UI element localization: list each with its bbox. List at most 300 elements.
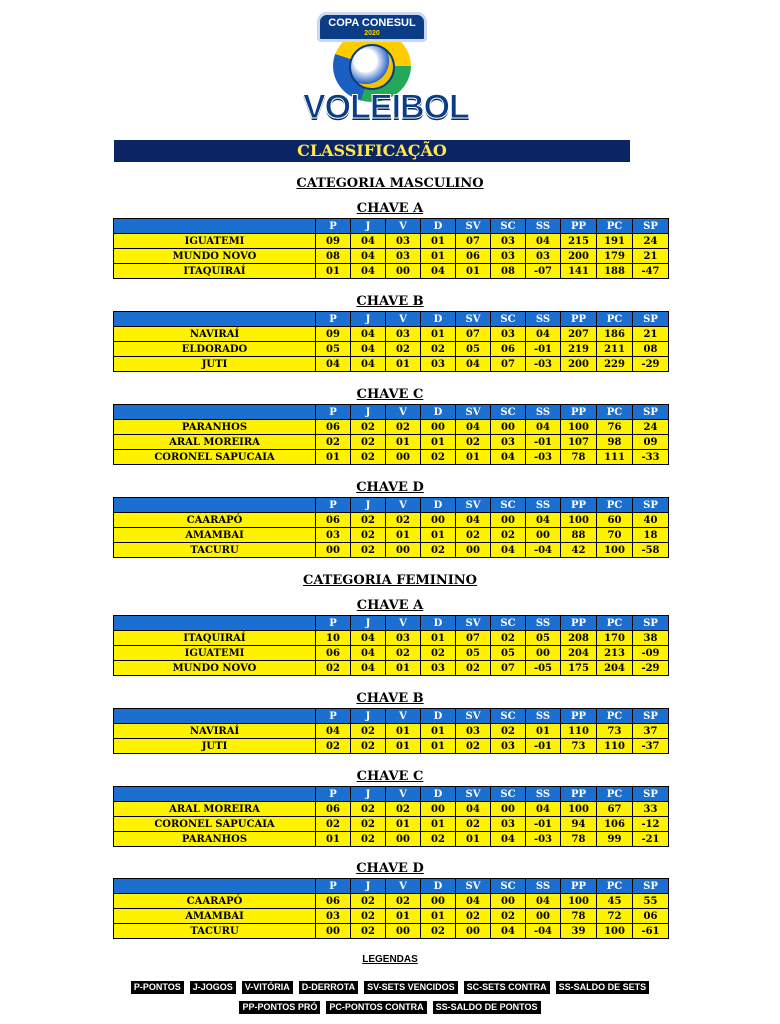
header-cell-d: D [421,709,456,724]
team-name-cell: AMAMBAI [114,528,316,543]
stat-cell-v: 01 [386,661,421,676]
stat-cell-p: 00 [316,924,351,939]
stat-cell-sc: 04 [491,543,526,558]
stat-cell-v: 01 [386,435,421,450]
stat-cell-pc: 100 [597,924,633,939]
stat-cell-p: 01 [316,264,351,279]
stat-cell-pp: 107 [561,435,597,450]
stat-cell-pc: 170 [597,631,633,646]
stat-cell-v: 02 [386,342,421,357]
stat-cell-sv: 01 [456,264,491,279]
table-row [114,450,669,465]
stat-cell-pc: 73 [597,724,633,739]
header-cell-v: V [386,709,421,724]
header-cell-pc: PC [597,219,633,234]
stat-cell-d: 00 [421,420,456,435]
stat-cell-d: 02 [421,646,456,661]
stat-cell-d: 01 [421,249,456,264]
table-header-row [114,405,669,420]
stat-cell-sc: 03 [491,739,526,754]
team-name-cell: NAVIRAÍ [114,327,316,342]
group-title: CHAVE C [356,387,424,402]
stat-cell-j: 04 [351,357,386,372]
header-cell-pp: PP [561,879,597,894]
stat-cell-v: 03 [386,631,421,646]
header-cell-team [114,709,316,724]
header-cell-j: J [351,312,386,327]
logo-banner [317,12,427,42]
stat-cell-j: 04 [351,646,386,661]
header-cell-v: V [386,616,421,631]
table-header-row [114,616,669,631]
standings-table [113,311,669,372]
stat-cell-j: 04 [351,249,386,264]
standings-table [113,878,669,939]
stat-cell-sc: 02 [491,724,526,739]
stat-cell-v: 02 [386,802,421,817]
header-cell-p: P [316,879,351,894]
stat-cell-pc: 100 [597,543,633,558]
team-name-cell: PARANHOS [114,832,316,847]
stat-cell-d: 01 [421,739,456,754]
stat-cell-sc: 08 [491,264,526,279]
team-name-cell: CAARAPÓ [114,894,316,909]
stat-cell-p: 08 [316,249,351,264]
stat-cell-pc: 188 [597,264,633,279]
stat-cell-v: 01 [386,739,421,754]
legend-item: P-PONTOS [131,981,184,994]
team-name-cell: TACURU [114,543,316,558]
stat-cell-pp: 207 [561,327,597,342]
stat-cell-sc: 04 [491,924,526,939]
stat-cell-p: 02 [316,661,351,676]
stat-cell-j: 02 [351,528,386,543]
stat-cell-sp: 21 [633,249,669,264]
legend-title: LEGENDAS [362,954,418,965]
stat-cell-v: 00 [386,264,421,279]
stat-cell-sc: 03 [491,249,526,264]
stat-cell-j: 04 [351,327,386,342]
group-title: CHAVE C [356,769,424,784]
stat-cell-p: 06 [316,513,351,528]
stat-cell-sv: 03 [456,724,491,739]
header-cell-team [114,405,316,420]
table-row [114,249,669,264]
stat-cell-pc: 110 [597,739,633,754]
header-cell-sc: SC [491,616,526,631]
team-name-cell: CORONEL SAPUCAIA [114,450,316,465]
stat-cell-d: 02 [421,832,456,847]
stat-cell-pp: 110 [561,724,597,739]
copa-conesul-logo [303,8,469,130]
stat-cell-sp: -58 [633,543,669,558]
stat-cell-sp: 33 [633,802,669,817]
header-cell-sv: SV [456,405,491,420]
stat-cell-pp: 78 [561,909,597,924]
table-header-row [114,312,669,327]
stat-cell-sv: 02 [456,739,491,754]
stat-cell-ss: -07 [526,264,561,279]
category-title-masculino: CATEGORIA MASCULINO [296,176,484,191]
header-cell-p: P [316,219,351,234]
stat-cell-ss: 01 [526,724,561,739]
stat-cell-sv: 02 [456,817,491,832]
stat-cell-p: 06 [316,894,351,909]
header-cell-j: J [351,219,386,234]
stat-cell-pp: 208 [561,631,597,646]
stat-cell-pc: 179 [597,249,633,264]
header-cell-sc: SC [491,709,526,724]
stat-cell-v: 00 [386,543,421,558]
stat-cell-j: 02 [351,909,386,924]
category-title-feminino: CATEGORIA FEMININO [302,573,477,588]
table-row [114,435,669,450]
stat-cell-pc: 99 [597,832,633,847]
stat-cell-sc: 05 [491,646,526,661]
stat-cell-sv: 05 [456,646,491,661]
stat-cell-sp: 24 [633,420,669,435]
table-row [114,832,669,847]
group-title: CHAVE B [356,294,424,309]
header-cell-pc: PC [597,616,633,631]
stat-cell-sp: -47 [633,264,669,279]
stat-cell-j: 04 [351,264,386,279]
volleyball-icon [349,44,395,90]
standings-table [113,218,669,279]
stat-cell-p: 03 [316,909,351,924]
group-title: CHAVE A [356,201,424,216]
header-cell-v: V [386,312,421,327]
stat-cell-pc: 67 [597,802,633,817]
header-cell-sc: SC [491,405,526,420]
table-row [114,646,669,661]
stat-cell-j: 02 [351,817,386,832]
header-cell-pp: PP [561,312,597,327]
legend-item: D-DERROTA [299,981,358,994]
stat-cell-pc: 213 [597,646,633,661]
team-name-cell: NAVIRAÍ [114,724,316,739]
header-cell-ss: SS [526,405,561,420]
stat-cell-d: 00 [421,802,456,817]
header-cell-pc: PC [597,709,633,724]
stat-cell-pp: 100 [561,802,597,817]
header-cell-p: P [316,787,351,802]
stat-cell-ss: 04 [526,234,561,249]
standings-table [113,497,669,558]
stat-cell-pc: 60 [597,513,633,528]
stat-cell-pc: 111 [597,450,633,465]
stat-cell-j: 02 [351,513,386,528]
header-cell-sp: SP [633,312,669,327]
header-cell-v: V [386,879,421,894]
stat-cell-sc: 00 [491,420,526,435]
team-name-cell: ARAL MOREIRA [114,435,316,450]
stat-cell-d: 01 [421,327,456,342]
legend-item: SV-SETS VENCIDOS [364,981,458,994]
header-cell-pc: PC [597,787,633,802]
table-row [114,342,669,357]
stat-cell-sv: 07 [456,631,491,646]
stat-cell-ss: -01 [526,739,561,754]
stat-cell-pp: 200 [561,357,597,372]
stat-cell-sp: -33 [633,450,669,465]
header-cell-ss: SS [526,787,561,802]
team-name-cell: IGUATEMI [114,234,316,249]
table-header-row [114,709,669,724]
stat-cell-sc: 03 [491,435,526,450]
header-cell-d: D [421,787,456,802]
stat-cell-sv: 05 [456,342,491,357]
stat-cell-p: 06 [316,646,351,661]
header-cell-ss: SS [526,498,561,513]
stat-cell-pc: 229 [597,357,633,372]
stat-cell-d: 03 [421,357,456,372]
header-cell-sv: SV [456,219,491,234]
stat-cell-d: 01 [421,631,456,646]
stat-cell-v: 02 [386,646,421,661]
table-row [114,817,669,832]
table-row [114,513,669,528]
header-cell-j: J [351,709,386,724]
stat-cell-sc: 02 [491,528,526,543]
stat-cell-j: 02 [351,832,386,847]
stat-cell-pp: 88 [561,528,597,543]
stat-cell-sv: 04 [456,894,491,909]
stat-cell-sp: 37 [633,724,669,739]
stat-cell-pp: 100 [561,513,597,528]
table-row [114,661,669,676]
stat-cell-p: 06 [316,802,351,817]
header-cell-j: J [351,616,386,631]
stat-cell-d: 03 [421,661,456,676]
stat-cell-ss: -04 [526,924,561,939]
stat-cell-sc: 07 [491,661,526,676]
logo-word: VOLEIBOL [303,88,469,126]
team-name-cell: JUTI [114,739,316,754]
stat-cell-ss: -03 [526,357,561,372]
stat-cell-pp: 100 [561,420,597,435]
stat-cell-v: 00 [386,832,421,847]
stat-cell-pc: 211 [597,342,633,357]
standings-table [113,708,669,754]
stat-cell-pc: 204 [597,661,633,676]
stat-cell-j: 02 [351,924,386,939]
stat-cell-d: 01 [421,435,456,450]
stat-cell-pp: 78 [561,832,597,847]
table-row [114,264,669,279]
stat-cell-p: 01 [316,450,351,465]
stat-cell-sv: 04 [456,357,491,372]
team-name-cell: TACURU [114,924,316,939]
stat-cell-sp: -37 [633,739,669,754]
table-row [114,528,669,543]
stat-cell-j: 02 [351,724,386,739]
stat-cell-sv: 02 [456,528,491,543]
stat-cell-pc: 76 [597,420,633,435]
stat-cell-sv: 02 [456,435,491,450]
stat-cell-j: 02 [351,739,386,754]
stat-cell-d: 02 [421,543,456,558]
stat-cell-ss: -04 [526,543,561,558]
team-name-cell: MUNDO NOVO [114,661,316,676]
stat-cell-sp: 24 [633,234,669,249]
stat-cell-ss: 03 [526,249,561,264]
stat-cell-ss: 00 [526,528,561,543]
stat-cell-sv: 04 [456,513,491,528]
header-cell-team [114,219,316,234]
table-row [114,739,669,754]
stat-cell-pc: 98 [597,435,633,450]
stat-cell-sv: 01 [456,832,491,847]
stat-cell-pp: 204 [561,646,597,661]
header-cell-d: D [421,312,456,327]
table-row [114,924,669,939]
stat-cell-p: 09 [316,234,351,249]
legend-item: SS-SALDO DE SETS [556,981,650,994]
header-cell-j: J [351,405,386,420]
stat-cell-sv: 01 [456,450,491,465]
stat-cell-v: 01 [386,724,421,739]
stat-cell-d: 01 [421,724,456,739]
stat-cell-sp: -29 [633,661,669,676]
stat-cell-pp: 100 [561,894,597,909]
header-cell-sv: SV [456,787,491,802]
stat-cell-d: 01 [421,528,456,543]
group-title: CHAVE B [356,691,424,706]
header-cell-sp: SP [633,498,669,513]
standings-table [113,615,669,676]
stat-cell-sc: 03 [491,817,526,832]
header-cell-v: V [386,498,421,513]
stat-cell-sv: 04 [456,802,491,817]
stat-cell-sc: 02 [491,631,526,646]
legend-item: V-VITÓRIA [242,981,293,994]
stat-cell-sc: 00 [491,513,526,528]
header-cell-sc: SC [491,219,526,234]
header-cell-v: V [386,787,421,802]
stat-cell-v: 00 [386,450,421,465]
table-row [114,909,669,924]
stat-cell-j: 02 [351,450,386,465]
legend-item: J-JOGOS [190,981,236,994]
stat-cell-j: 02 [351,435,386,450]
stat-cell-ss: -01 [526,817,561,832]
stat-cell-p: 00 [316,543,351,558]
team-name-cell: ELDORADO [114,342,316,357]
stat-cell-p: 05 [316,342,351,357]
stat-cell-v: 01 [386,357,421,372]
table-row [114,631,669,646]
header-cell-v: V [386,219,421,234]
header-cell-sv: SV [456,709,491,724]
stat-cell-ss: 04 [526,802,561,817]
stat-cell-sc: 03 [491,327,526,342]
stat-cell-p: 02 [316,739,351,754]
stat-cell-p: 02 [316,817,351,832]
stat-cell-v: 02 [386,894,421,909]
stat-cell-v: 03 [386,234,421,249]
stat-cell-pp: 78 [561,450,597,465]
stat-cell-sp: -21 [633,832,669,847]
stat-cell-sp: 06 [633,909,669,924]
header-cell-pp: PP [561,616,597,631]
stat-cell-sc: 02 [491,909,526,924]
stat-cell-ss: -05 [526,661,561,676]
team-name-cell: CORONEL SAPUCAIA [114,817,316,832]
stat-cell-pp: 175 [561,661,597,676]
page-title: CLASSIFICAÇÃO [114,140,630,162]
stat-cell-sv: 00 [456,543,491,558]
stat-cell-sc: 04 [491,832,526,847]
stat-cell-sc: 06 [491,342,526,357]
legend-item: PC-PONTOS CONTRA [326,1001,426,1014]
header-cell-sc: SC [491,787,526,802]
stat-cell-d: 00 [421,513,456,528]
header-cell-pc: PC [597,405,633,420]
header-cell-pp: PP [561,709,597,724]
header-cell-sv: SV [456,616,491,631]
stat-cell-d: 02 [421,924,456,939]
header-cell-sv: SV [456,312,491,327]
header-cell-sc: SC [491,312,526,327]
stat-cell-ss: -01 [526,435,561,450]
stat-cell-sv: 02 [456,909,491,924]
stat-cell-p: 02 [316,435,351,450]
stat-cell-pc: 70 [597,528,633,543]
stat-cell-pp: 39 [561,924,597,939]
stat-cell-ss: -03 [526,832,561,847]
stat-cell-j: 04 [351,342,386,357]
stat-cell-ss: 04 [526,894,561,909]
stat-cell-v: 03 [386,249,421,264]
stat-cell-pc: 186 [597,327,633,342]
standings-table [113,404,669,465]
header-cell-d: D [421,498,456,513]
header-cell-ss: SS [526,219,561,234]
stat-cell-pp: 200 [561,249,597,264]
stat-cell-d: 04 [421,264,456,279]
stat-cell-v: 01 [386,909,421,924]
stat-cell-pp: 94 [561,817,597,832]
stat-cell-ss: 04 [526,513,561,528]
stat-cell-sp: 21 [633,327,669,342]
stat-cell-sc: 07 [491,357,526,372]
table-header-row [114,787,669,802]
stat-cell-sc: 04 [491,450,526,465]
header-cell-p: P [316,616,351,631]
stat-cell-sv: 06 [456,249,491,264]
header-cell-ss: SS [526,616,561,631]
stat-cell-j: 02 [351,894,386,909]
stat-cell-sp: 08 [633,342,669,357]
header-cell-v: V [386,405,421,420]
header-cell-pp: PP [561,219,597,234]
stat-cell-p: 10 [316,631,351,646]
header-cell-team [114,879,316,894]
stat-cell-sc: 00 [491,802,526,817]
stat-cell-sp: 18 [633,528,669,543]
stat-cell-sp: 55 [633,894,669,909]
stat-cell-pc: 106 [597,817,633,832]
header-cell-sc: SC [491,498,526,513]
table-row [114,327,669,342]
header-cell-sp: SP [633,219,669,234]
header-cell-sv: SV [456,879,491,894]
header-cell-pp: PP [561,405,597,420]
stat-cell-v: 00 [386,924,421,939]
stat-cell-sv: 07 [456,234,491,249]
stat-cell-sc: 03 [491,234,526,249]
